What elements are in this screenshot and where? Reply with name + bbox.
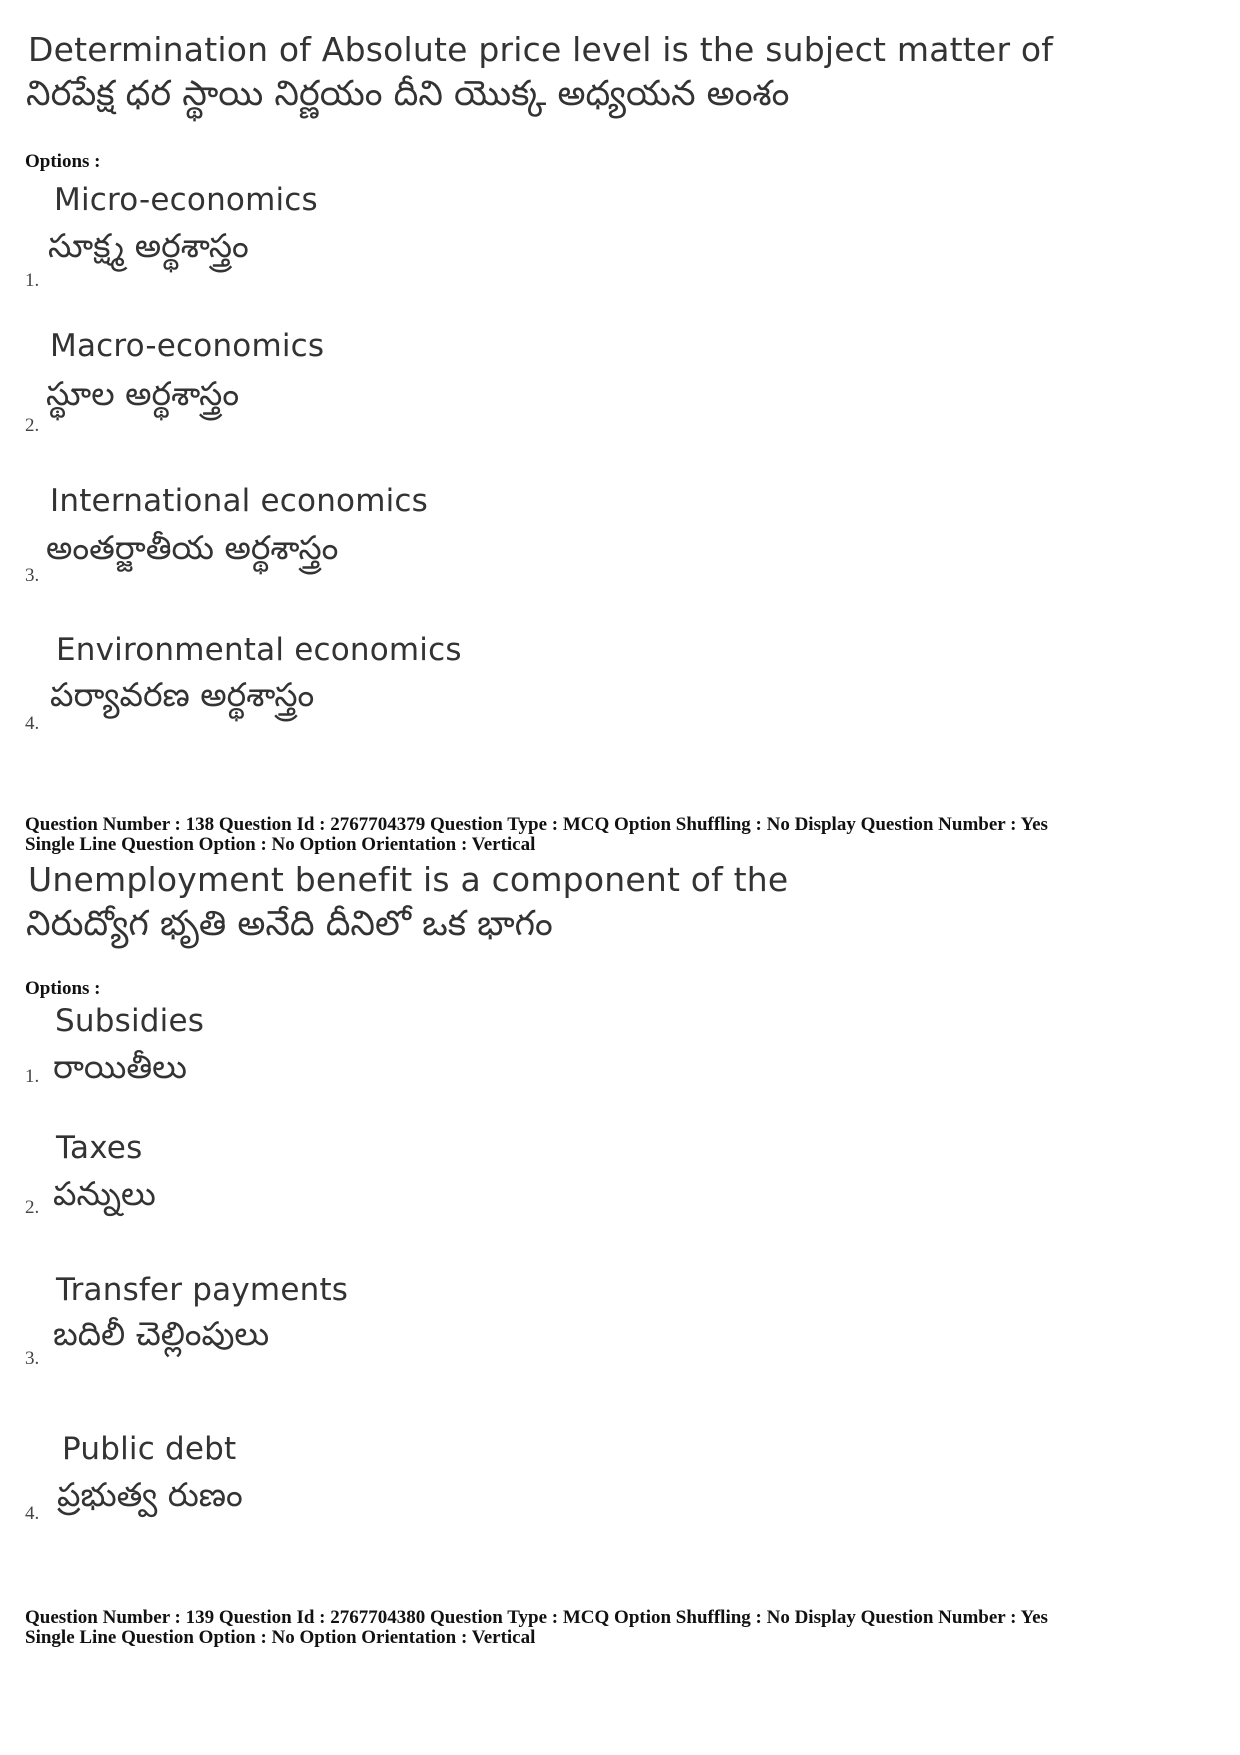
option-2-number: 2. xyxy=(25,1197,40,1218)
option-2-number: 2. xyxy=(25,415,40,436)
question-meta-line-1: Question Number : 139 Question Id : 2767704380 Question Type : MCQ Option Shuffling : No Display Question Number : Yes xyxy=(25,1607,1048,1628)
option-1-text-te: సూక్ష్మ అర్థశాస్త్రం xyxy=(48,226,249,265)
option-2-text-te: స్థూల అర్థశాస్త్రం xyxy=(46,374,240,413)
option-2-text-en: Macro-economics xyxy=(50,328,325,364)
question-meta-line-2: Single Line Question Option : No Option Orientation : Vertical xyxy=(25,834,536,855)
options-label: Options : xyxy=(25,978,101,999)
option-4-text-te: ప్రభుత్వ రుణం xyxy=(57,1475,243,1514)
option-3-text-en: Transfer payments xyxy=(56,1272,349,1308)
option-3-number: 3. xyxy=(25,565,40,586)
option-2-text-en: Taxes xyxy=(56,1130,143,1166)
options-label: Options : xyxy=(25,151,101,172)
option-3-text-te: బదిలీ చెల్లింపులు xyxy=(53,1314,270,1353)
option-3-number: 3. xyxy=(25,1348,40,1369)
option-3-text-en: International economics xyxy=(50,483,429,519)
option-1-number: 1. xyxy=(25,270,40,291)
option-2-text-te: పన్నులు xyxy=(53,1174,156,1213)
option-4-number: 4. xyxy=(25,1503,40,1524)
option-4-text-te: పర్యావరణ అర్థశాస్త్రం xyxy=(50,675,315,714)
option-1-text-te: రాయితీలు xyxy=(53,1047,187,1086)
option-3-text-te: అంతర్జాతీయ అర్థశాస్త్రం xyxy=(46,528,339,567)
option-1-text-en: Subsidies xyxy=(55,1003,205,1039)
option-4-text-en: Public debt xyxy=(62,1431,237,1467)
question-text-en: Determination of Absolute price level is the subject matter of xyxy=(28,30,1054,69)
question-meta-line-1: Question Number : 138 Question Id : 2767704379 Question Type : MCQ Option Shuffling : No Display Question Number : Yes xyxy=(25,814,1048,835)
option-1-number: 1. xyxy=(25,1066,40,1087)
question-text-te: నిరుద్యోగ భృతి అనేది దీనిలో ఒక భాగం xyxy=(26,904,553,944)
question-text-te: నిరపేక్ష ధర స్థాయి నిర్ణయం దీని యొక్క అధ్యయన అంశం xyxy=(26,74,790,114)
option-1-text-en: Micro-economics xyxy=(54,182,318,218)
question-meta-line-2: Single Line Question Option : No Option Orientation : Vertical xyxy=(25,1627,536,1648)
option-4-text-en: Environmental economics xyxy=(56,632,462,668)
question-text-en: Unemployment benefit is a component of the xyxy=(28,860,789,899)
option-4-number: 4. xyxy=(25,713,40,734)
